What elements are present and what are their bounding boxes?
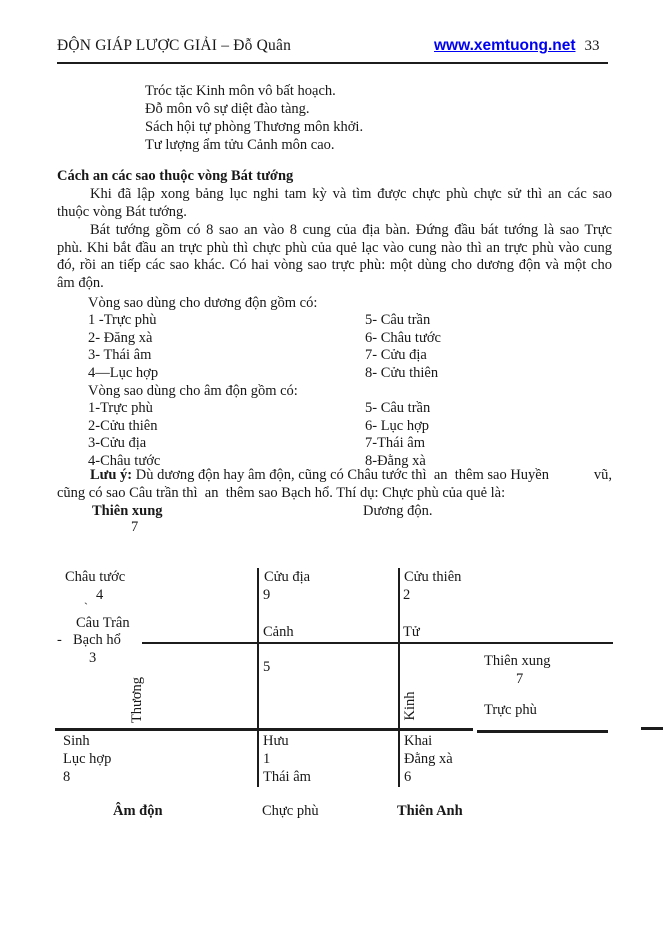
list-item: 1 -Trực phù	[88, 312, 157, 328]
palace-grid-hline-top	[142, 642, 613, 644]
cell-number: 9	[263, 587, 271, 603]
list-duong-left	[88, 312, 158, 383]
header-rule	[57, 62, 608, 64]
poem-line: Đỗ môn vô sự diệt đào tàng.	[145, 101, 310, 117]
list-item: 5- Câu trần	[365, 312, 431, 328]
site-link[interactable]: www.xemtuong.net	[434, 37, 576, 54]
list-item: 4—Lục hợp	[88, 365, 159, 382]
cell-star: Châu tước	[65, 569, 126, 585]
poem-line: Sách hội tự phòng Thương môn khởi.	[145, 119, 364, 135]
cell-number: 2	[403, 587, 411, 603]
chart-footer-label: Thiên Anh	[397, 803, 463, 819]
list-am-right	[365, 400, 430, 471]
example-number: 7	[131, 519, 139, 535]
list-item: 2-Cửu thiên	[88, 417, 158, 434]
list-item: 2- Đăng xà	[88, 329, 153, 346]
list-item: 7- Cửu địa	[365, 347, 427, 364]
cell-number: 7	[516, 671, 524, 687]
list-intro-am: Vòng sao dùng cho âm độn gồm có:	[88, 383, 298, 399]
cell-gate: Sinh	[63, 733, 90, 749]
palace-grid-hline-bottom	[55, 728, 473, 731]
cell-gate-rotated: Thương	[129, 676, 145, 724]
cell-star: Thiên xung	[484, 653, 551, 669]
chart-footer-label: Âm độn	[113, 803, 163, 819]
cell-star: Thái âm	[263, 769, 311, 785]
list-duong-right	[365, 312, 441, 383]
example-mode: Dương độn.	[363, 503, 433, 519]
palace-grid-vline-right	[398, 568, 400, 787]
paragraph-line: âm độn.	[57, 275, 104, 291]
header-title: ĐỘN GIÁP LƯỢC GIẢI – Đỗ Quân	[57, 37, 292, 54]
cell-star: Lục hợp	[63, 751, 112, 767]
cell-star: Trực phù	[484, 702, 537, 718]
header-right	[434, 37, 600, 55]
cell-gate: Tử	[403, 624, 420, 640]
note-line-2: cũng có sao Câu trần thì an thêm sao Bạch hổ. Thí dụ: Chực phù của quẻ là:	[57, 485, 506, 501]
cell-star: Đằng xà	[404, 751, 453, 767]
list-intro-duong: Vòng sao dùng cho dương độn gồm có:	[88, 295, 318, 311]
paragraph-line: Bát tướng gồm có 8 sao an vào 8 cung của địa bàn. Đứng đầu bát tướng là sao Trực	[90, 222, 612, 238]
cell-star: Câu Trân	[76, 615, 130, 631]
poem-line: Tróc tặc Kinh môn vô bất hoạch.	[145, 83, 336, 99]
note-line-1	[90, 466, 612, 484]
example-star-name: Thiên xung	[92, 503, 163, 519]
section-heading: Cách an các sao thuộc vòng Bát tướng	[57, 168, 294, 184]
palace-grid-hline-bottom-right	[477, 730, 608, 733]
list-item: 1-Trực phù	[88, 400, 153, 416]
list-item: 5- Câu trần	[365, 400, 431, 416]
cell-gate: Khai	[404, 733, 433, 749]
list-item: 8-Đằng xà	[365, 453, 426, 470]
cell-gate: Cảnh	[263, 624, 294, 640]
list-item: 4-Châu tước	[88, 453, 161, 470]
note-text: Dù dương độn hay âm độn, cũng có Châu tước thì an thêm sao Huyền	[132, 467, 549, 483]
note-label: Lưu ý:	[90, 467, 133, 483]
list-am-left	[88, 400, 160, 471]
list-item: 3-Cửu địa	[88, 435, 147, 452]
paragraph-line: đó, rồi an tiếp các sao khác. Có hai vòng sao trực phù: một dùng cho dương độn và một cho	[57, 257, 612, 273]
cell-gate-rotated: Kinh	[402, 691, 418, 721]
cell-star: Bạch hổ	[73, 632, 121, 648]
list-item: 6- Châu tước	[365, 329, 441, 346]
paragraph-line: thuộc vòng Bát tướng.	[57, 204, 187, 220]
page-number: 33	[584, 38, 600, 54]
palace-grid-vline-left	[257, 568, 259, 787]
cell-number: 3	[89, 650, 97, 666]
stray-mark: `	[84, 600, 88, 614]
list-item: 8- Cửu thiên	[365, 365, 439, 382]
cell-number: 1	[263, 751, 271, 767]
poem-line: Tư lượng ẩm tửu Cảnh môn cao.	[145, 137, 335, 153]
cell-number: 8	[63, 769, 71, 785]
paragraph-line: phù. Khi bắt đầu an trực phù thì chực phù của quẻ lạc vào cung nào thì an trực phù vào cung	[57, 240, 612, 256]
list-item: 6- Lục hợp	[365, 417, 430, 434]
dash-mark: -	[57, 632, 62, 648]
cell-gate: Hưu	[263, 733, 289, 749]
cell-number: 5	[263, 659, 271, 675]
cell-number: 4	[96, 587, 104, 603]
chart-footer-label: Chực phù	[262, 803, 319, 819]
cell-number: 6	[404, 769, 412, 785]
note-tail: vũ,	[593, 467, 612, 483]
palace-grid-hline-edge-dash	[641, 727, 663, 730]
list-item: 7-Thái âm	[365, 435, 425, 452]
cell-star: Cửu thiên	[404, 569, 462, 585]
cell-star: Cửu địa	[264, 569, 311, 585]
poem	[145, 82, 363, 154]
paragraph-line: Khi đã lập xong bảng lục nghi tam kỳ và tìm được chực phù chực sử thì an các sao	[90, 186, 612, 202]
list-item: 3- Thái âm	[88, 347, 152, 364]
